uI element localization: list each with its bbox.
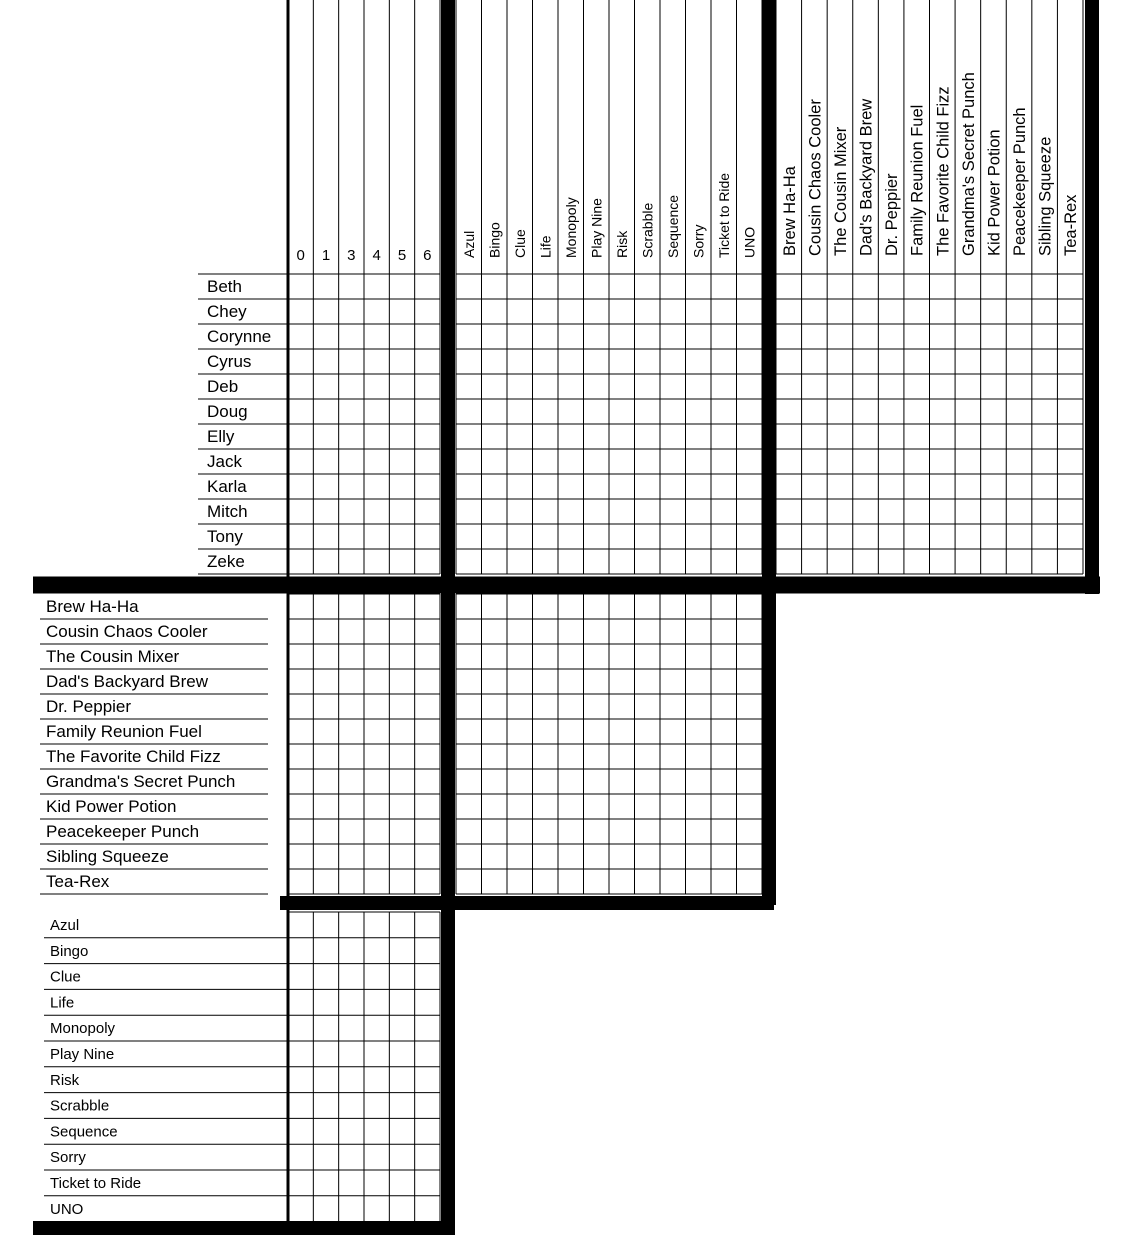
row-label-person-zeke: Zeke: [207, 552, 245, 571]
column-header-drink-family-reunion-fuel: Family Reunion Fuel: [908, 104, 927, 256]
column-header-drink-tea-rex: Tea-Rex: [1062, 194, 1081, 256]
row-label-game-life: Life: [50, 994, 75, 1012]
column-header-game-sorry: Sorry: [690, 224, 707, 258]
column-header-game-play-nine: Play Nine: [588, 198, 605, 258]
row-label-game-clue: Clue: [50, 968, 81, 986]
column-header-game-life: Life: [537, 235, 554, 258]
row-label-game-play-nine: Play Nine: [50, 1046, 115, 1063]
row-label-game-uno: UNO: [50, 1200, 84, 1218]
block-people-games[interactable]: [456, 274, 762, 574]
row-label-person-jack: Jack: [207, 452, 242, 471]
column-header-drink-brew-ha-ha: Brew Ha-Ha: [780, 166, 799, 256]
column-header-game-uno: UNO: [741, 226, 758, 258]
row-label-drink-the-favorite-child-fizz: The Favorite Child Fizz: [46, 747, 221, 766]
row-label-person-doug: Doug: [207, 402, 248, 421]
row-label-game-ticket-to-ride: Ticket to Ride: [50, 1175, 142, 1192]
row-label-drink-the-cousin-mixer: The Cousin Mixer: [46, 647, 180, 666]
row-label-person-corynne: Corynne: [207, 327, 272, 346]
block-drinks-games[interactable]: [456, 594, 762, 894]
column-header-drink-the-favorite-child-fizz: The Favorite Child Fizz: [934, 86, 953, 256]
column-header-game-ticket-to-ride: Ticket to Ride: [715, 172, 732, 258]
row-label-person-cyrus: Cyrus: [207, 352, 252, 371]
row-label-game-bingo: Bingo: [50, 942, 89, 960]
column-header-game-azul: Azul: [460, 230, 477, 258]
row-label-person-karla: Karla: [207, 477, 247, 496]
row-label-game-scrabble: Scrabble: [50, 1097, 110, 1115]
column-header-number-3: 3: [347, 247, 356, 264]
block-people-drinks[interactable]: [776, 274, 1083, 574]
row-label-game-azul: Azul: [50, 917, 80, 934]
row-label-person-chey: Chey: [207, 302, 247, 321]
column-header-number-0: 0: [296, 247, 305, 264]
row-label-person-mitch: Mitch: [207, 502, 248, 521]
row-label-game-monopoly: Monopoly: [50, 1020, 116, 1038]
row-label-drink-sibling-squeeze: Sibling Squeeze: [46, 847, 169, 866]
column-header-drink-the-cousin-mixer: The Cousin Mixer: [831, 126, 850, 256]
row-label-game-risk: Risk: [50, 1071, 80, 1089]
column-header-game-sequence: Sequence: [664, 194, 681, 258]
row-label-drink-kid-power-potion: Kid Power Potion: [46, 797, 177, 816]
column-header-number-1: 1: [321, 247, 331, 264]
column-header-number-5: 5: [397, 247, 407, 264]
row-label-person-deb: Deb: [207, 377, 239, 396]
row-label-person-tony: Tony: [207, 527, 243, 546]
row-label-drink-cousin-chaos-cooler: Cousin Chaos Cooler: [46, 622, 208, 641]
column-header-number-4: 4: [372, 247, 381, 264]
row-label-game-sorry: Sorry: [50, 1149, 86, 1167]
column-header-game-scrabble: Scrabble: [639, 202, 656, 258]
row-label-person-beth: Beth: [207, 277, 242, 296]
column-header-drink-cousin-chaos-cooler: Cousin Chaos Cooler: [806, 99, 825, 256]
row-label-drink-dad-s-backyard-brew: Dad's Backyard Brew: [46, 672, 208, 691]
block-games-numbers[interactable]: [288, 912, 440, 1222]
row-label-drink-dr-peppier: Dr. Peppier: [46, 697, 132, 716]
row-label-drink-brew-ha-ha: Brew Ha-Ha: [46, 597, 139, 616]
row-label-game-sequence: Sequence: [50, 1123, 118, 1141]
column-header-drink-sibling-squeeze: Sibling Squeeze: [1036, 136, 1055, 256]
column-header-drink-peacekeeper-punch: Peacekeeper Punch: [1011, 107, 1030, 256]
row-label-person-elly: Elly: [207, 427, 235, 446]
row-label-drink-grandma-s-secret-punch: Grandma's Secret Punch: [46, 772, 236, 791]
column-header-game-risk: Risk: [613, 230, 630, 258]
column-header-game-bingo: Bingo: [486, 222, 503, 258]
row-label-drink-tea-rex: Tea-Rex: [46, 872, 110, 891]
column-header-game-monopoly: Monopoly: [562, 197, 579, 258]
column-header-drink-dad-s-backyard-brew: Dad's Backyard Brew: [857, 98, 876, 256]
column-header-number-6: 6: [423, 247, 432, 264]
row-label-drink-peacekeeper-punch: Peacekeeper Punch: [46, 822, 200, 841]
block-drinks-numbers[interactable]: [288, 594, 440, 894]
column-header-drink-kid-power-potion: Kid Power Potion: [985, 129, 1004, 256]
block-people-numbers[interactable]: [288, 274, 440, 574]
column-header-drink-grandma-s-secret-punch: Grandma's Secret Punch: [959, 72, 978, 256]
column-header-game-clue: Clue: [511, 229, 528, 258]
column-header-drink-dr-peppier: Dr. Peppier: [883, 173, 902, 256]
row-label-drink-family-reunion-fuel: Family Reunion Fuel: [46, 722, 202, 741]
